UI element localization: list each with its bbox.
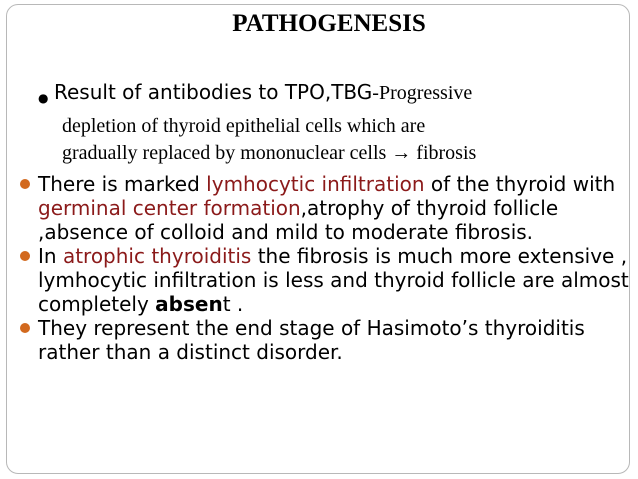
sub-point-line-3: gradually replaced by mononuclear cells → fibrosis (62, 142, 477, 164)
sub-point-lead-serif: -Progressive (372, 82, 473, 104)
sub-point-line-1 (54, 80, 472, 105)
sub-point-line-2: depletion of thyroid epithelial cells which are (62, 115, 426, 137)
sub-bullet-icon: ● (38, 91, 49, 105)
sub-point-lead: Result of antibodies to TPO,TBG (54, 80, 373, 104)
bullet-item: In atrophic thyroiditis the fibrosis is much more extensive , lymhocytic infiltration is less and thyroid follicle are almost completely absent . (20, 244, 635, 316)
bullet-item: They represent the end stage of Hasimoto’s thyroiditis rather than a distinct disorder. (20, 316, 635, 364)
bullet-list (20, 172, 635, 364)
highlight-lymphocytic-infiltration: lymhocytic infiltration (206, 172, 425, 196)
bullet-icon (20, 179, 30, 189)
bullet-icon (20, 251, 30, 261)
highlight-germinal-center: germinal center formation (38, 196, 301, 220)
bullet-item: There is marked lymhocytic infiltration of the thyroid with germinal center formation,atrophy of thyroid follicle ,absence of colloid and mild to moderate fibrosis. (20, 172, 635, 244)
bullet-icon (20, 323, 30, 333)
highlight-absent: absen (155, 292, 223, 316)
highlight-atrophic-thyroiditis: atrophic thyroiditis (62, 244, 252, 268)
slide-title: PATHOGENESIS (232, 10, 426, 37)
